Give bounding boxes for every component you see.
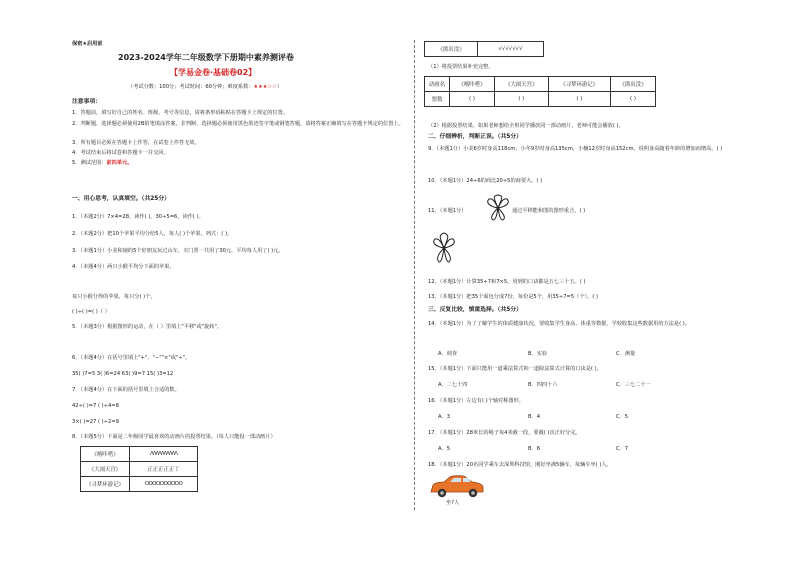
page-subtitle: 【学易金卷·基础卷02】 (170, 68, 257, 77)
tally-name: 《寻梦环游记》 (81, 477, 130, 492)
question-6-equations: 35( )7=5 3( )6=24 63( )9=7 15( )3=12 (72, 371, 174, 377)
question-17-option-c: C．7 (616, 446, 629, 452)
question-11: 11．（本题1分） (428, 208, 467, 214)
question-9: 9．（本题1分）小美6岁时身高118cm，小冬9岁时身高135cm，小楠12岁时身高152cm，说明身高随着年龄的增加而增高。( ) (428, 146, 723, 152)
notes-title: 注意事项： (72, 99, 101, 105)
question-7-line-2: 3×( )=27 ( )÷2=9 (72, 419, 119, 425)
question-6: 6．（本题4分）在括号里填上"+"、"−""×"或"÷"。 (72, 355, 191, 361)
question-7-line-1: 42÷( )=7 ( )÷4=8 (72, 403, 119, 409)
row-label: 票数 (425, 92, 450, 107)
tally-name: 《喀咔嗒》 (81, 447, 130, 462)
tally-marks: √√√√√√√ (478, 42, 544, 57)
question-5: 5．（本题3分）根据图形的运动，在（ ）里填上"平移"或"旋转"。 (72, 324, 223, 330)
section-3-heading: 三、反复比较，慎重选择。（共5分） (428, 307, 522, 313)
column-divider (414, 40, 415, 510)
question-14: 14．（本题1分）为了了解学生的体质健康状况，要收集学生身高、体重等数据。学校收集这些数据用的方法是( )。 (428, 321, 690, 327)
question-8-part-2: （2）根据投票结果，如果老师想给全班同学播放同一部动画片，老师可能会播放( )。 (428, 123, 624, 129)
question-2: 2．（本题2分）把10个苹果平均分给5人，每人( )个苹果，列式：( )。 (72, 231, 233, 237)
question-16-option-a: A．3 (438, 414, 451, 420)
car-icon (428, 474, 486, 500)
table-row (425, 92, 656, 107)
note-4: 4．考试结束后将试卷和答题卡一并交回。 (72, 150, 169, 156)
table-header: 《熊出没》 (610, 77, 655, 92)
tally-marks: OOOOOOOOOO (130, 477, 198, 492)
section-2-heading: 二、仔细辨析，判断正误。（共5分） (428, 134, 522, 140)
note-1: 1．答题前，填写好自己的姓名、班级、考号等信息，请将条形码粘贴在答题卡上规定的位置。 (72, 110, 288, 116)
question-15: 15．（本题1分）下面只能用一道乘法算式和一道除法算式计算的口诀是( )。 (428, 366, 602, 372)
table-row (81, 462, 198, 477)
table-row (425, 77, 656, 92)
vote-count-blank: ( ) (610, 92, 655, 107)
tally-name: 《大闹天宫》 (81, 462, 130, 477)
tally-name: 《熊出没》 (425, 42, 478, 57)
table-row (425, 42, 544, 57)
page-title: 2023-2024学年二年级数学下册期中素养测评卷 (118, 53, 294, 62)
question-15-option-b: B．四四十六 (528, 382, 558, 388)
question-17: 17．（本题1分）28米长的绳子每4米截一段，要截( )次正好分完。 (428, 430, 581, 436)
question-7: 7．（本题4分）在下面的括号里填上合适的数。 (72, 387, 180, 393)
section-1-heading: 一、用心思考，认真填空。（共25分） (72, 196, 170, 202)
vote-count-blank: ( ) (548, 92, 610, 107)
note-3: 3．所有题目必须在答题卡上作答，在试卷上作答无效。 (72, 140, 200, 146)
table-header: 《大闹天宫》 (494, 77, 548, 92)
question-10: 10．（本题1分）24÷6的商比20÷5的商要大。( ) (428, 178, 543, 184)
question-11-text: 通过平移能和图的图形重合。( ) (512, 208, 586, 214)
question-4: 4．（本题4分）两只小猴平均分下面的苹果。 (72, 264, 175, 270)
flower-icon (430, 232, 458, 264)
question-15-option-a: A．二七十四 (438, 382, 468, 388)
question-4-line-2: ( )÷( )=( )（ ） (72, 309, 110, 315)
question-14-option-c: C．测量 (616, 351, 636, 357)
secret-mark: 保密★启用前 (72, 41, 103, 47)
question-15-option-c: C．三七二十一 (616, 382, 651, 388)
question-16-option-b: B．4 (528, 414, 541, 420)
question-8-part-1: （1）将投票结果补充完整。 (428, 64, 494, 70)
vote-result-table (424, 76, 656, 107)
question-8: 8．（本题5分）下面是二年级同学最喜欢的动画片的投票结果。（每人只能投一部动画片） (72, 434, 276, 440)
question-14-option-b: B．实验 (528, 351, 548, 357)
table-header: 《喀咔嗒》 (450, 77, 495, 92)
note-2: 2．判断题、选择题必须使用2B铅笔填涂答案，非判断、选择题必须使用黑色墨迹签字笔或钢笔答题，请将答案正确填写在答题卡规定的位置上。 (72, 121, 404, 127)
table-row (81, 477, 198, 492)
question-16: 16．（本题1分）左边有( )个轴对称图形。 (428, 398, 524, 404)
question-16-option-c: C．5 (616, 414, 629, 420)
vote-tally-table (80, 446, 198, 492)
vote-count-blank: ( ) (494, 92, 548, 107)
vote-count-blank: ( ) (450, 92, 495, 107)
test-scope: 5．测试范围：前四单元。 (72, 160, 133, 166)
table-header: 动画名 (425, 77, 450, 92)
exam-info: （考试分数：100分；考试时间：60分钟；难度系数：★★★☆☆） (128, 84, 282, 90)
question-1: 1．（本题2分）7×4=28，读作( )，30÷5=6，读作( )。 (72, 214, 204, 220)
table-header: 《寻梦环游记》 (548, 77, 610, 92)
vote-tally-table-continued (424, 41, 544, 57)
difficulty-stars: ★★★☆☆ (253, 84, 277, 90)
tally-marks: 正正正正正丅 (130, 462, 198, 477)
question-18: 18．（本题1分）20名同学乘车去深圳科技馆，刚好坐满5辆车，每辆车坐( )人。 (428, 462, 612, 468)
question-3: 3．（本题1分）小美和她的5个好朋友玩过山车，买门票一共用了30元，平均每人用了( )元。 (72, 248, 284, 254)
question-4-line-1: 每只小猴分得的苹果，每只分( )个。 (72, 294, 156, 300)
tally-marks: ᐱᐱᐱᐱᐱᐱᐱᐱᐱᐱ (130, 447, 198, 462)
question-17-option-b: B．6 (528, 446, 541, 452)
question-17-option-a: A．5 (438, 446, 451, 452)
question-13: 13．（本题1分）把35个面包分成7份，每份是5个，用35÷7=5（个）。( ) (428, 294, 598, 300)
question-12: 12．（本题1分）计算35÷7和7×5，用到的口诀都是五七三十五。( ) (428, 279, 586, 285)
flower-icon (484, 194, 512, 224)
question-14-option-a: A．调查 (438, 351, 458, 357)
car-label: 坐?人 (446, 500, 460, 506)
table-row (81, 447, 198, 462)
